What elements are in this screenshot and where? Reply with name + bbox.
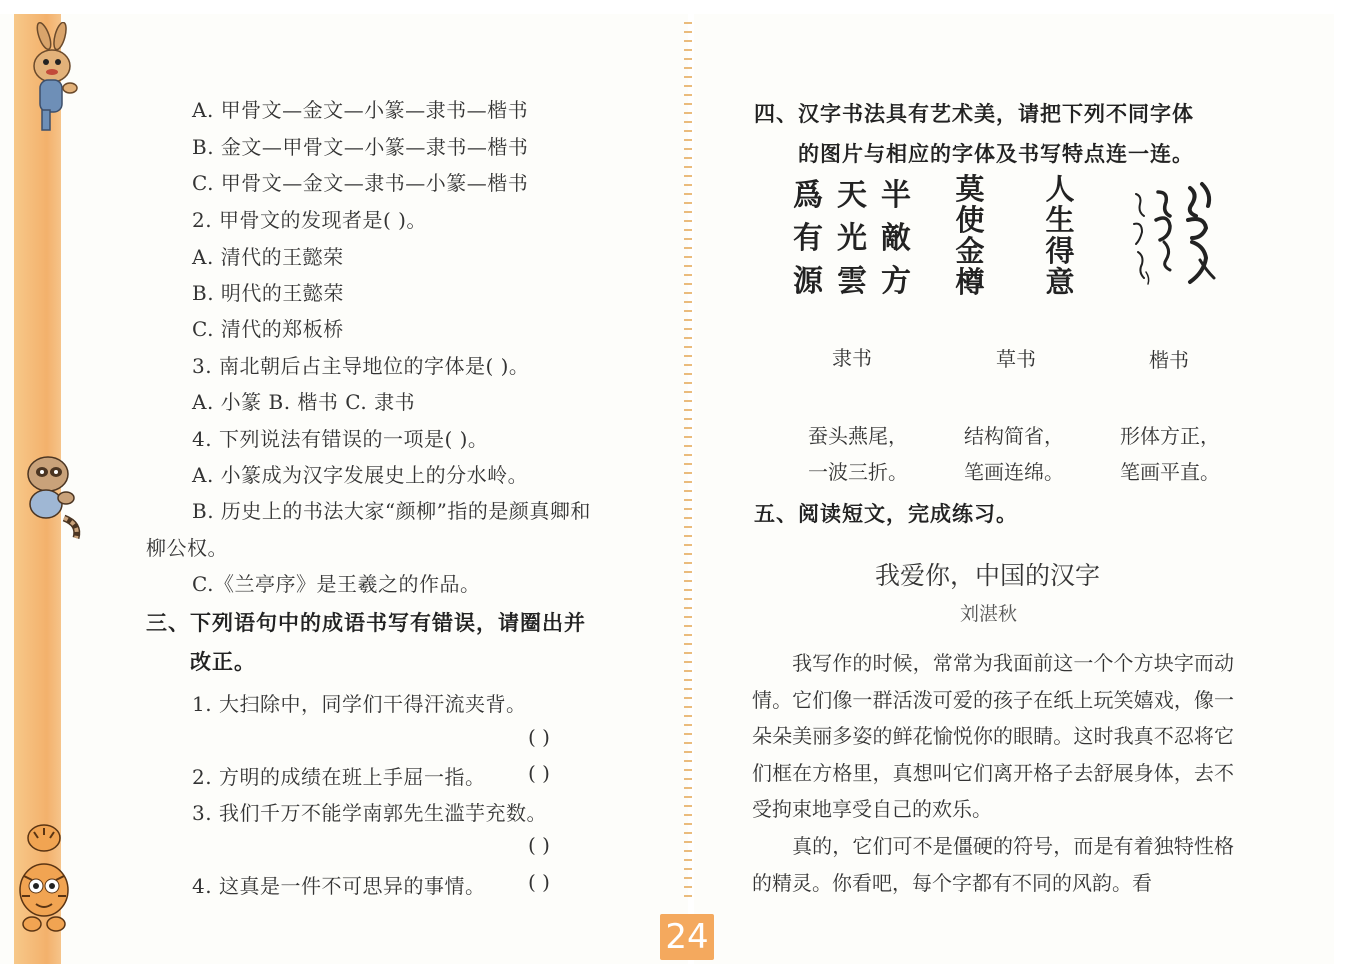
font-type-clerical[interactable]: 隶书 <box>832 346 872 370</box>
cal-char: 使 <box>955 203 985 237</box>
cal-char: 生 <box>1045 203 1075 237</box>
q3-options: A. 小篆 B. 楷书 C. 隶书 <box>192 390 416 414</box>
cal-char: 得 <box>1045 234 1075 268</box>
idiom-question-2: 2. 方明的成绩在班上手屈一指。 <box>192 765 486 789</box>
calligraphy-cursive-image[interactable] <box>1128 180 1220 298</box>
question-3: 3. 南北朝后占主导地位的字体是( )。 <box>192 354 530 378</box>
q2-option-b: B. 明代的王懿荣 <box>192 281 344 305</box>
feature-2-line-2[interactable]: 笔画连绵。 <box>964 460 1064 484</box>
page-number: 24 <box>660 914 714 960</box>
cal-char: 半 <box>881 178 911 213</box>
cal-char: 樽 <box>955 265 985 299</box>
question-4: 4. 下列说法有错误的一项是( )。 <box>192 427 489 451</box>
feature-2-line-1[interactable]: 结构简省， <box>964 424 1064 448</box>
article-paragraph-2: 真的，它们可不是僵硬的符号，而是有着独特性格的精灵。你看吧，每个字都有不同的风韵。看 <box>752 834 1234 895</box>
article-title: 我爱你，中国的汉字 <box>875 561 1101 590</box>
q4-option-b: B. 历史上的书法大家“颜柳”指的是颜真卿和 <box>192 499 591 523</box>
font-type-regular[interactable]: 楷书 <box>1149 348 1189 372</box>
cal-char: 天 <box>837 178 867 213</box>
feature-1-line-1[interactable]: 蚕头燕尾， <box>808 424 908 448</box>
q2-option-c: C. 清代的郑板桥 <box>192 317 344 341</box>
section-3-heading: 三、下列语句中的成语书写有错误，请圈出并 <box>146 611 586 635</box>
idiom-question-4: 4. 这真是一件不可思异的事情。 <box>192 874 486 898</box>
section-4-heading-cont: 的图片与相应的字体及书写特点连一连。 <box>798 142 1194 166</box>
cal-char: 光 <box>837 221 867 256</box>
cal-char: 源 <box>793 264 823 299</box>
cal-char: 人 <box>1045 172 1075 206</box>
font-type-cursive[interactable]: 草书 <box>996 347 1036 371</box>
answer-blank-4[interactable]: ( ) <box>528 870 550 894</box>
q2-option-a: A. 清代的王懿荣 <box>192 245 344 269</box>
q4-option-c: C.《兰亭序》是王羲之的作品。 <box>192 572 481 596</box>
cal-char: 雲 <box>837 264 867 299</box>
q4-option-a: A. 小篆成为汉字发展史上的分水岭。 <box>192 463 529 487</box>
q4-option-b-cont: 柳公权。 <box>146 536 228 560</box>
section-5-heading: 五、阅读短文，完成练习。 <box>754 502 1018 526</box>
section-4-heading: 四、汉字书法具有艺术美，请把下列不同字体 <box>754 102 1194 126</box>
feature-1-line-2[interactable]: 一波三折。 <box>808 460 908 484</box>
cal-char: 敵 <box>881 221 911 256</box>
raccoon-mascot-icon <box>14 448 86 540</box>
cal-char: 金 <box>955 234 985 268</box>
option-c-evolution: C. 甲骨文—金文—隶书—小篆—楷书 <box>192 171 529 195</box>
option-a-evolution: A. 甲骨文—金文—小篆—隶书—楷书 <box>192 98 529 122</box>
feature-3-line-2[interactable]: 笔画平直。 <box>1120 460 1220 484</box>
article-paragraph-1: 我写作的时候，常常为我面前这一个个方块字而动情。它们像一群活泼可爱的孩子在纸上玩笑嬉戏，像一朵朵美丽多姿的鲜花愉悦你的眼睛。这时我真不忍将它们框在方格里，真想叫它们离开格子去舒展身体，去不受拘束地享受自己的欢乐。 <box>752 651 1234 821</box>
section-3-heading-cont: 改正。 <box>190 650 256 674</box>
cal-char: 爲 <box>793 178 823 213</box>
option-b-evolution: B. 金文—甲骨文—小篆—隶书—楷书 <box>192 135 529 159</box>
article-author: 刘湛秋 <box>960 603 1018 625</box>
question-2: 2. 甲骨文的发现者是( )。 <box>192 208 427 232</box>
cal-char: 意 <box>1045 265 1075 299</box>
cal-char: 方 <box>881 264 911 299</box>
idiom-question-1: 1. 大扫除中，同学们干得汗流夹背。 <box>192 692 527 716</box>
answer-blank-3[interactable]: ( ) <box>528 833 550 857</box>
answer-blank-1[interactable]: ( ) <box>528 725 550 749</box>
answer-blank-2[interactable]: ( ) <box>528 761 550 785</box>
feature-3-line-1[interactable]: 形体方正， <box>1120 424 1220 448</box>
cal-char: 有 <box>793 221 823 256</box>
cal-char: 莫 <box>955 172 985 206</box>
page-divider <box>684 18 692 898</box>
idiom-question-3: 3. 我们千万不能学南郭先生滥芋充数。 <box>192 801 547 825</box>
rabbit-mascot-icon <box>14 22 84 137</box>
tiger-mascot-icon <box>14 820 76 940</box>
